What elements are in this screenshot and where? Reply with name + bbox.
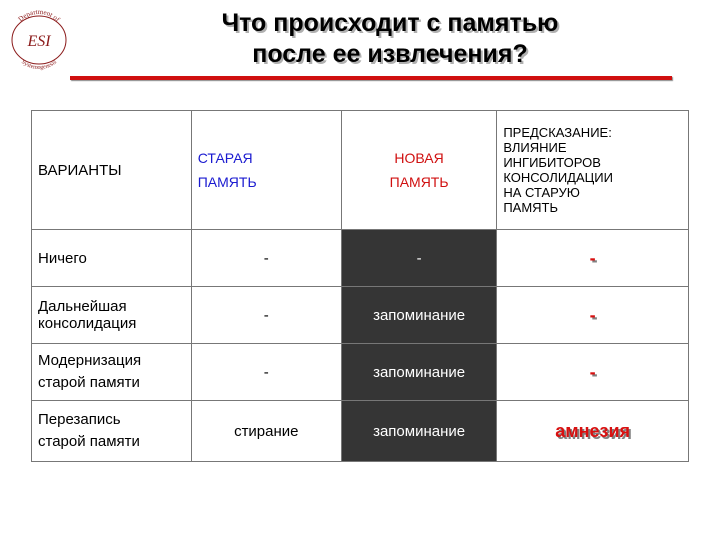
row-prediction: амнезия bbox=[497, 401, 689, 462]
row-variant-line: старой памяти bbox=[38, 374, 140, 391]
header-prediction bbox=[497, 111, 689, 230]
row-new-memory: - bbox=[341, 230, 496, 287]
row-variant-line: Ничего bbox=[38, 249, 87, 267]
title-line-2: после ее извлечения? bbox=[252, 40, 528, 68]
header-prediction-line: КОНСОЛИДАЦИИ bbox=[503, 170, 613, 185]
row-variant bbox=[32, 230, 192, 287]
logo-center-text: ESI bbox=[27, 33, 51, 50]
row-variant-line: Модернизация bbox=[38, 352, 142, 369]
row-variant bbox=[32, 287, 192, 344]
title-underline bbox=[70, 76, 672, 80]
header-prediction-line: ПАМЯТЬ bbox=[503, 200, 559, 215]
row-variant-line: Перезапись bbox=[38, 411, 121, 428]
header-new-line2: ПАМЯТЬ bbox=[389, 174, 449, 190]
row-variant-line: старой памяти bbox=[38, 433, 140, 450]
page-title bbox=[100, 8, 680, 70]
row-old-memory: - bbox=[191, 230, 341, 287]
row-variant bbox=[32, 344, 192, 401]
row-old-memory: стирание bbox=[191, 401, 341, 462]
table-row bbox=[32, 344, 689, 401]
esi-logo bbox=[4, 4, 74, 74]
row-variant-line: консолидация bbox=[38, 315, 137, 332]
logo-bottom-text: Systemogenesis bbox=[20, 59, 58, 72]
memory-table bbox=[31, 110, 689, 462]
row-variant-line: Дальнейшая bbox=[38, 298, 127, 315]
header-variants: ВАРИАНТЫ bbox=[32, 111, 192, 230]
row-prediction: - bbox=[497, 287, 689, 344]
row-new-memory: запоминание bbox=[341, 401, 496, 462]
header-new-memory bbox=[341, 111, 496, 230]
row-old-memory: - bbox=[191, 287, 341, 344]
table-row bbox=[32, 287, 689, 344]
header-old-memory bbox=[191, 111, 341, 230]
svg-text:Department of bbox=[17, 8, 62, 24]
header-prediction-line: НА СТАРУЮ bbox=[503, 185, 580, 200]
header-prediction-line: ПРЕДСКАЗАНИЕ: bbox=[503, 125, 612, 140]
row-prediction: - bbox=[497, 344, 689, 401]
table-row bbox=[32, 230, 689, 287]
row-prediction: - bbox=[497, 230, 689, 287]
table-row bbox=[32, 401, 689, 462]
row-new-memory: запоминание bbox=[341, 344, 496, 401]
row-old-memory: - bbox=[191, 344, 341, 401]
header-new-line1: НОВАЯ bbox=[394, 150, 444, 166]
header-prediction-line: ВЛИЯНИЕ bbox=[503, 140, 567, 155]
row-new-memory: запоминание bbox=[341, 287, 496, 344]
header-prediction-line: ИНГИБИТОРОВ bbox=[503, 155, 601, 170]
logo-top-text: Department of bbox=[16, 7, 62, 24]
title-line-1: Что происходит с памятью bbox=[221, 9, 559, 37]
header-old-line2: ПАМЯТЬ bbox=[197, 174, 257, 190]
row-variant bbox=[32, 401, 192, 462]
header-old-line1: СТАРАЯ bbox=[197, 150, 253, 166]
header-row bbox=[32, 111, 689, 230]
